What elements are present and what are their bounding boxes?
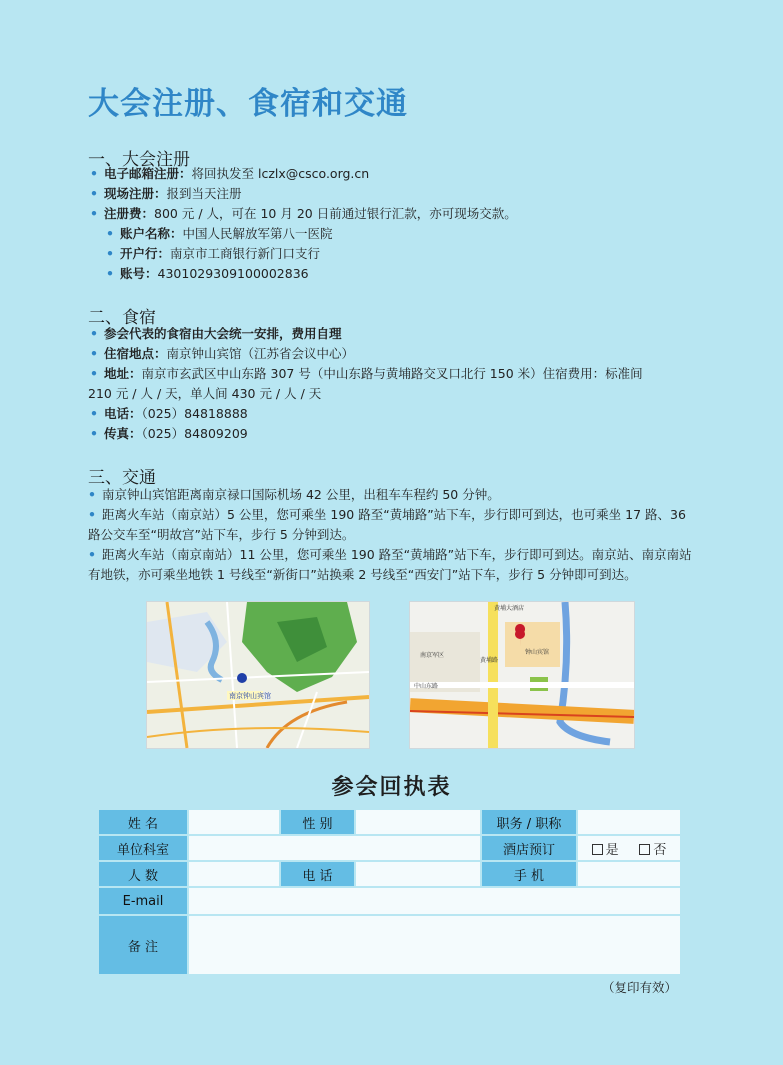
registration-heading: 一、大会注册 xyxy=(88,150,190,170)
fax-label: 传真： xyxy=(104,426,142,441)
bullet-icon: • xyxy=(90,426,98,441)
email-text: 将回执发至 lczlx@csco.org.cn xyxy=(191,166,370,181)
fax xyxy=(90,424,248,444)
map-label-hotel-nearby: 黄埔大酒店 xyxy=(494,605,525,612)
receipt-table xyxy=(97,808,682,976)
area-map-graphic xyxy=(410,602,634,748)
address-line2: 210 元 / 人 / 天，单人间 430 元 / 人 / 天 xyxy=(88,386,322,401)
account-number-value: 4301029309100002836 xyxy=(157,266,309,281)
gender-label: 性 别 xyxy=(280,809,355,835)
bullet-icon: • xyxy=(88,547,96,562)
count-label: 人 数 xyxy=(98,861,188,887)
phone xyxy=(90,404,248,424)
name-label: 姓 名 xyxy=(98,809,188,835)
position-label: 职务 / 职称 xyxy=(481,809,577,835)
lodging-note-text: 参会代表的食宿由大会统一安排，费用自理 xyxy=(104,326,342,341)
hotel-booking-options xyxy=(577,835,681,861)
bullet-icon: • xyxy=(90,346,98,361)
transport-line3-text: 距离火车站（南京南站）11 公里，您可乘坐 190 路至“黄埔路”站下车，步行即可到达。南京站、南京南站有地铁，亦可乘坐地铁 1 号线至“新街口”站换乘 2 号线至“西安门”站下车，步行 5 分钟即可到达。 xyxy=(88,547,692,582)
transport-line2 xyxy=(88,505,700,545)
table-row xyxy=(98,835,681,861)
email-label: E-mail xyxy=(98,887,188,915)
onsite-label: 现场注册： xyxy=(104,186,167,201)
area-map xyxy=(409,601,635,749)
onsite-text: 报到当天注册 xyxy=(166,186,242,201)
bullet-icon: • xyxy=(90,166,98,181)
fee-text: 800 元 / 人，可在 10 月 20 日前通过银行汇款，亦可现场交款。 xyxy=(154,206,517,221)
map-label-zhongshan: 钟山宾馆 xyxy=(525,649,550,656)
fax-value: （025）84809209 xyxy=(141,426,248,441)
map-hotel-label: 南京钟山宾馆 xyxy=(229,692,271,700)
address-label: 地址： xyxy=(104,366,142,381)
account-name xyxy=(106,224,333,244)
registration-fee xyxy=(90,204,517,224)
count-field[interactable] xyxy=(188,861,280,887)
transport-line1-text: 南京钟山宾馆距离南京禄口国际机场 42 公里，出租车车程约 50 分钟。 xyxy=(102,487,500,502)
form-title: 参会回执表 xyxy=(331,775,452,800)
bullet-icon: • xyxy=(90,406,98,421)
remark-field[interactable] xyxy=(188,915,681,975)
account-name-label: 账户名称： xyxy=(120,226,183,241)
no-checkbox[interactable] xyxy=(639,844,650,855)
phone-label: 电 话 xyxy=(280,861,355,887)
email-label: 电子邮箱注册： xyxy=(104,166,192,181)
bullet-icon: • xyxy=(90,366,98,381)
map-label-road: 中山东路 xyxy=(414,683,439,690)
map-label-huangpu: 黄埔路 xyxy=(480,657,499,664)
unit-field[interactable] xyxy=(188,835,481,861)
page-title: 大会注册、食宿和交通 xyxy=(88,86,408,122)
hotel-booking-label: 酒店预订 xyxy=(481,835,577,861)
transport-line3 xyxy=(88,545,700,585)
onsite-registration xyxy=(90,184,242,204)
lodging-heading: 二、食宿 xyxy=(88,308,156,328)
account-number xyxy=(106,264,309,284)
transport-heading: 三、交通 xyxy=(88,468,156,488)
email-registration xyxy=(90,164,369,184)
city-map-graphic xyxy=(147,602,369,748)
copy-note: （复印有效） xyxy=(601,980,677,995)
bullet-icon: • xyxy=(106,226,114,241)
hotel-value: 南京钟山宾馆（江苏省会议中心） xyxy=(166,346,355,361)
bank-value: 南京市工商银行新门口支行 xyxy=(170,246,321,261)
bullet-icon: • xyxy=(106,246,114,261)
yes-checkbox[interactable] xyxy=(592,844,603,855)
table-row xyxy=(98,887,681,915)
no-label: 否 xyxy=(653,842,667,858)
transport-line2-text: 距离火车站（南京站）5 公里，您可乘坐 190 路至“黄埔路”站下车，步行即可到达，也可乘坐 17 路、36 路公交车至“明故宫”站下车，步行 5 分钟到达。 xyxy=(88,507,686,542)
address-line1: 南京市玄武区中山东路 307 号（中山东路与黄埔路交叉口北行 150 米）住宿费用：标准间 xyxy=(141,366,643,381)
table-row xyxy=(98,809,681,835)
bullet-icon: • xyxy=(90,186,98,201)
lodging-note xyxy=(90,324,342,344)
phone-field[interactable] xyxy=(355,861,481,887)
mobile-label: 手 机 xyxy=(481,861,577,887)
gender-field[interactable] xyxy=(355,809,481,835)
transport-line1 xyxy=(88,485,700,505)
fee-label: 注册费： xyxy=(104,206,155,221)
yes-label: 是 xyxy=(605,842,619,858)
bullet-icon: • xyxy=(88,507,96,522)
email-field[interactable] xyxy=(188,887,681,915)
unit-label: 单位科室 xyxy=(98,835,188,861)
bullet-icon: • xyxy=(88,487,96,502)
bullet-icon: • xyxy=(106,266,114,281)
bank xyxy=(106,244,320,264)
map-label-military: 南京军区 xyxy=(420,652,445,659)
mobile-field[interactable] xyxy=(577,861,681,887)
phone-label: 电话： xyxy=(104,406,142,421)
remark-label: 备 注 xyxy=(98,915,188,975)
bank-label: 开户行： xyxy=(120,246,171,261)
hotel-label: 住宿地点： xyxy=(104,346,167,361)
account-number-label: 账号： xyxy=(120,266,158,281)
position-field[interactable] xyxy=(577,809,681,835)
account-name-value: 中国人民解放军第八一医院 xyxy=(182,226,333,241)
name-field[interactable] xyxy=(188,809,280,835)
address xyxy=(90,364,643,384)
bullet-icon: • xyxy=(90,326,98,341)
table-row xyxy=(98,915,681,975)
city-map xyxy=(146,601,370,749)
bullet-icon: • xyxy=(90,206,98,221)
hotel xyxy=(90,344,354,364)
phone-value: （025）84818888 xyxy=(141,406,248,421)
table-row xyxy=(98,861,681,887)
